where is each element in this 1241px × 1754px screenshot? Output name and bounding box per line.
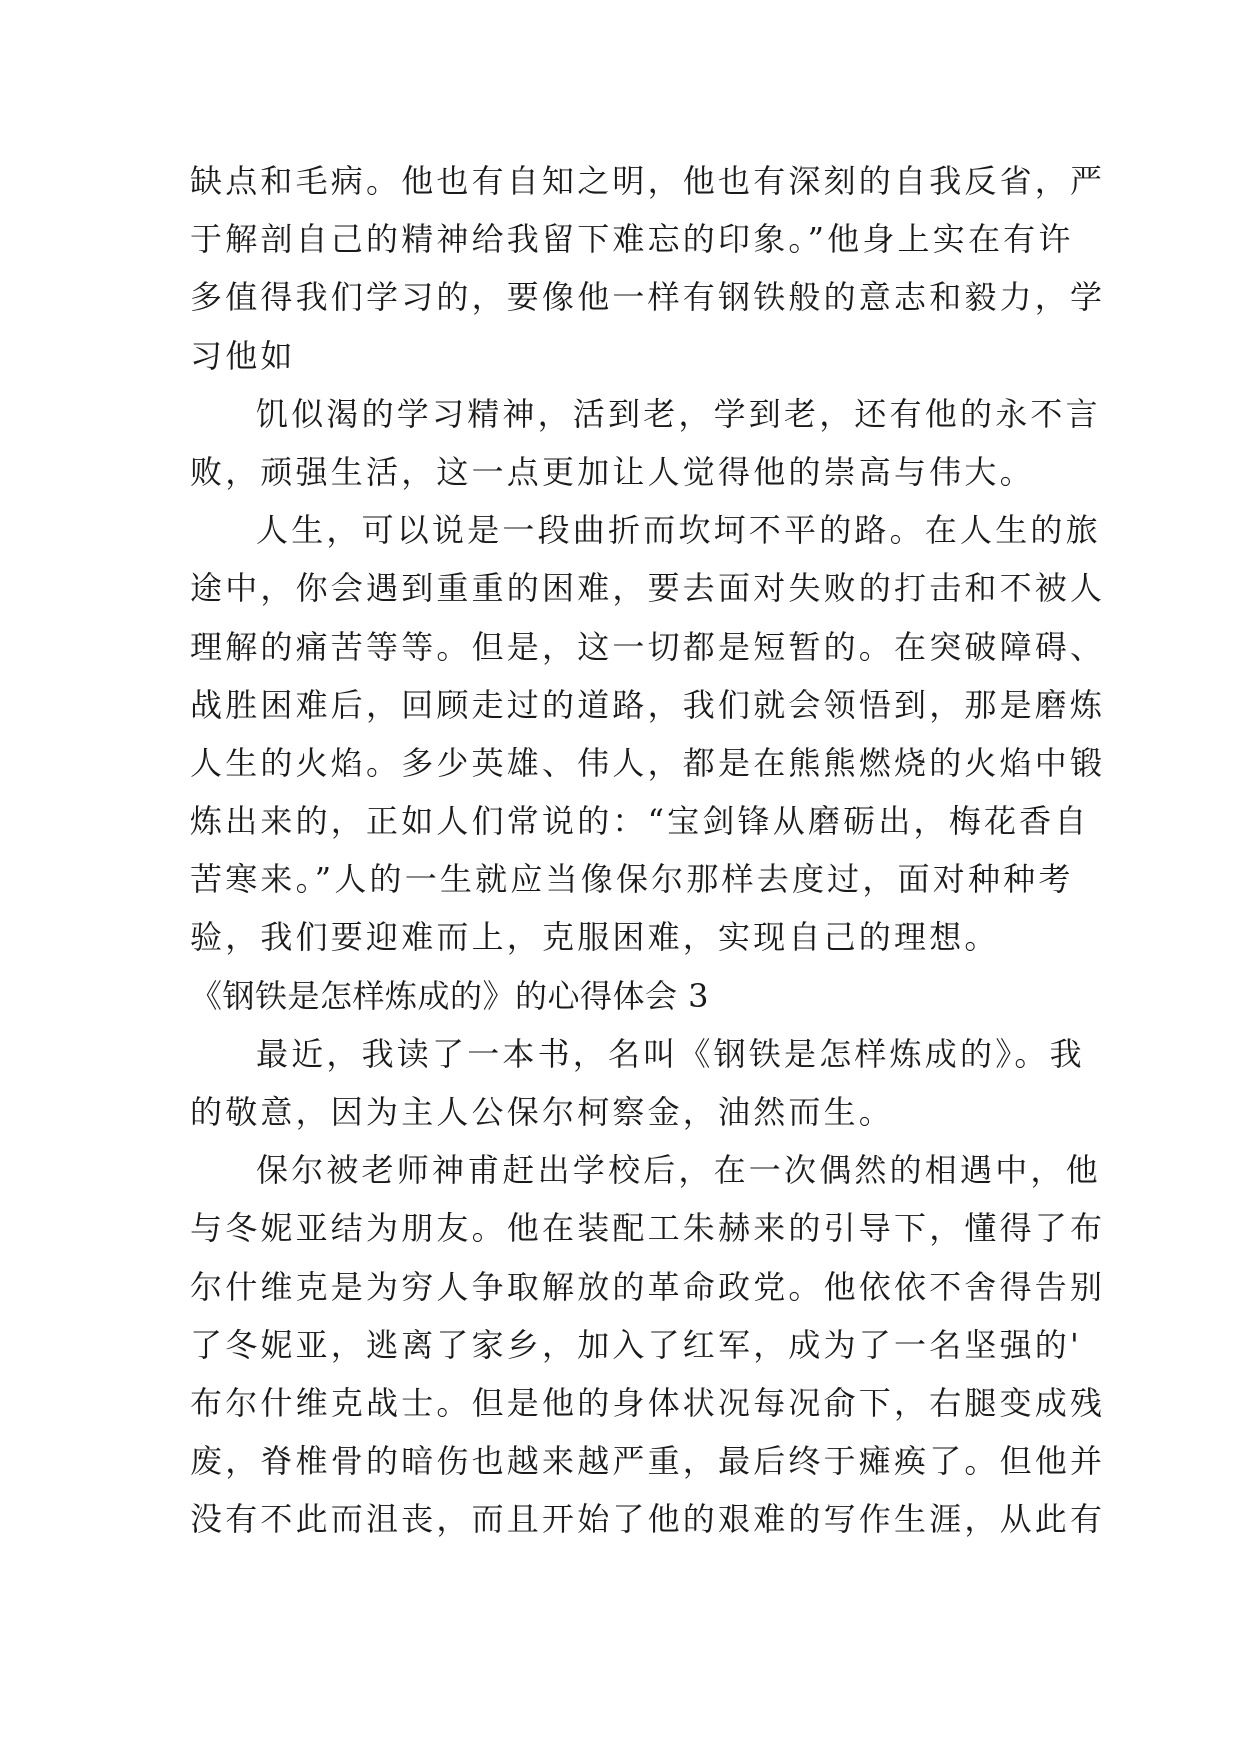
text-line: 验，我们要迎难而上，克服困难，实现自己的理想。 bbox=[190, 918, 1000, 957]
text-line: 布尔什维克战士。但是他的身体状况每况俞下，右腿变成残 bbox=[190, 1383, 1106, 1422]
paragraph bbox=[190, 1141, 1106, 1548]
paragraph bbox=[190, 1025, 1085, 1141]
text-line: 的敬意，因为主人公保尔柯察金，油然而生。 bbox=[190, 1093, 895, 1131]
text-line: 没有不此而沮丧，而且开始了他的艰难的写作生涯，从此有 bbox=[190, 1500, 1106, 1539]
text-line: 多值得我们学习的，要像他一样有钢铁般的意志和毅力，学 bbox=[190, 278, 1106, 317]
text-line: 理解的痛苦等等。但是，这一切都是短暂的。在突破障碍、 bbox=[190, 627, 1106, 666]
text-line-first: 最近，我读了一本书，名叫《钢铁是怎样炼成的》。我 bbox=[256, 1034, 1085, 1073]
text-line-first: 人生，可以说是一段曲折而坎坷不平的路。在人生的旅 bbox=[256, 511, 1101, 550]
text-line-first: 饥似渴的学习精神，活到老，学到老，还有他的永不言 bbox=[256, 394, 1101, 433]
text-line: 战胜困难后，回顾走过的道路，我们就会领悟到，那是磨炼 bbox=[190, 685, 1106, 724]
text-line: 人生的火焰。多少英雄、伟人，都是在熊熊燃烧的火焰中锻 bbox=[190, 743, 1106, 782]
text-line: 废，脊椎骨的暗伤也越来越严重，最后终于瘫痪了。但他并 bbox=[190, 1442, 1106, 1481]
paragraph bbox=[190, 385, 1101, 501]
text-line: 缺点和毛病。他也有自知之明，他也有深刻的自我反省，严 bbox=[190, 162, 1106, 200]
paragraph-continued bbox=[190, 152, 1106, 385]
text-line: 尔什维克是为穷人争取解放的革命政党。他依依不舍得告别 bbox=[190, 1267, 1106, 1306]
text-line: 习他如 bbox=[190, 336, 296, 375]
text-line: 了冬妮亚，逃离了家乡，加入了红军，成为了一名坚强的' bbox=[190, 1325, 1082, 1364]
text-line: 败，顽强生活，这一点更加让人觉得他的崇高与伟大。 bbox=[190, 452, 1035, 491]
section-heading bbox=[190, 967, 1070, 1025]
text-line: 于解剖自己的精神给我留下难忘的印象。”他身上实在有许 bbox=[190, 220, 1074, 259]
text-line: 途中，你会遇到重重的困难，要去面对失败的打击和不被人 bbox=[190, 569, 1106, 608]
paragraph bbox=[190, 501, 1106, 967]
text-line-first: 保尔被老师神甫赶出学校后，在一次偶然的相遇中，他 bbox=[256, 1151, 1101, 1190]
document-body bbox=[190, 152, 1106, 1549]
text-line: 苦寒来。”人的一生就应当像保尔那样去度过，面对种种考 bbox=[190, 860, 1074, 899]
text-line: 与冬妮亚结为朋友。他在装配工朱赫来的引导下，懂得了布 bbox=[190, 1209, 1106, 1248]
heading-text: 《钢铁是怎样炼成的》的心得体会 3 bbox=[190, 976, 710, 1015]
text-line: 炼出来的，正如人们常说的：“宝剑锋从磨砺出，梅花香自 bbox=[190, 802, 1090, 841]
